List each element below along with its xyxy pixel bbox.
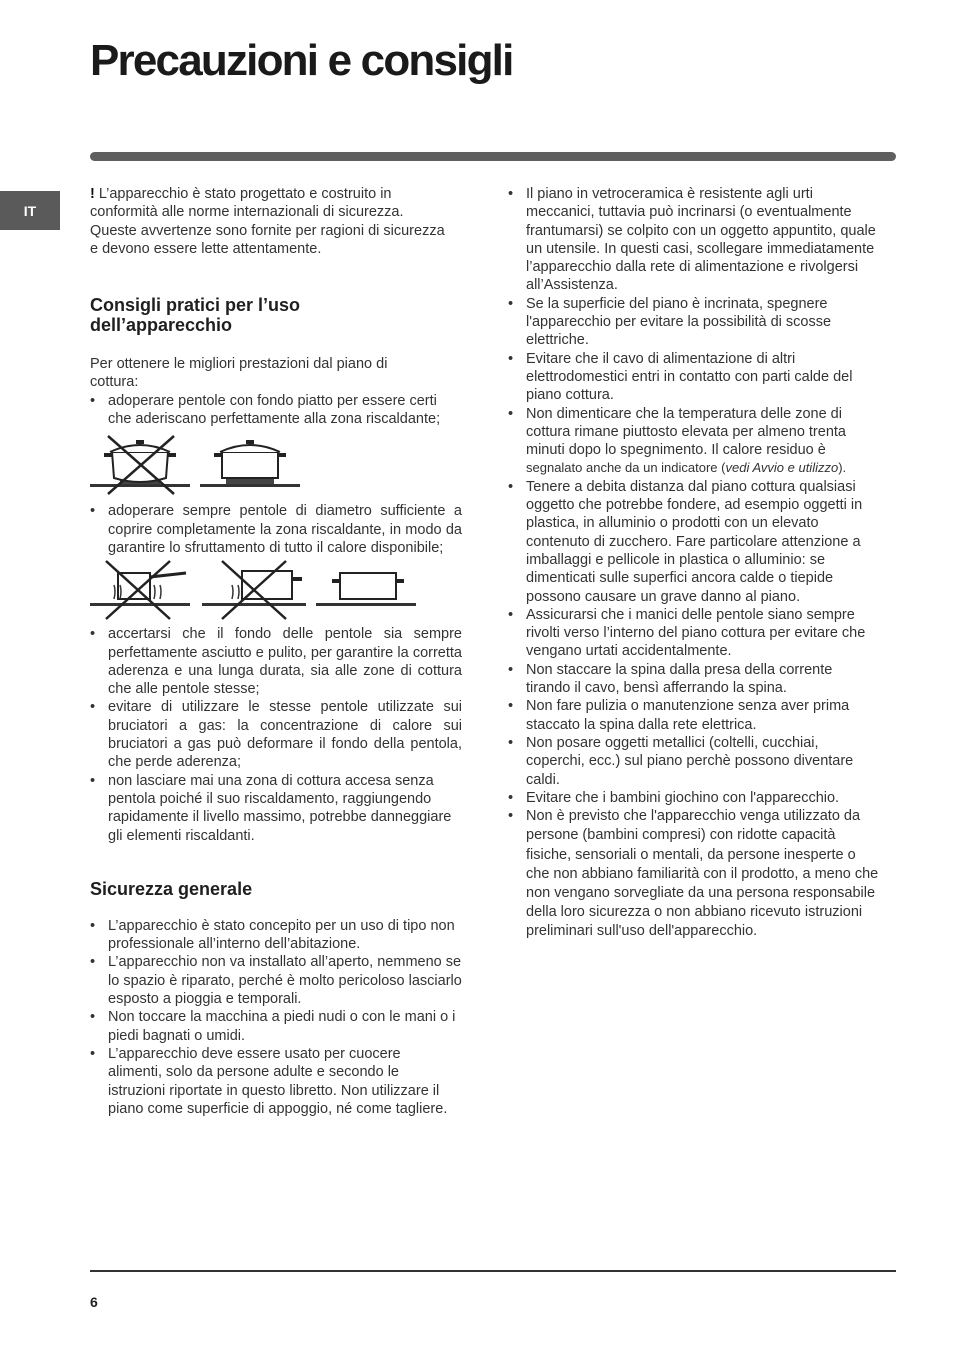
list-item: • L’apparecchio deve essere usato per cuocere alimenti, solo da persone adulte e secondo le istruzioni riportate in questo libretto. Non utilizzare il piano come superficie di appoggio, né come tagliere. (90, 1045, 462, 1118)
list-item: • Se la superficie del piano è incrinata, spegnere l'apparecchio per evitare la possibilità di scosse elettriche. (508, 295, 880, 350)
section-lead: Per ottenere le migliori prestazioni dal piano di cottura: (90, 356, 388, 391)
wrong-pan-icon (90, 434, 190, 496)
small-pan-wrong-icon (90, 559, 190, 621)
footer-divider (90, 1270, 896, 1272)
intro-paragraph (90, 185, 452, 258)
page-title: Precauzioni e consigli (90, 36, 513, 85)
left-column (90, 185, 462, 1118)
section-heading-general-safety: Sicurezza generale (90, 878, 253, 899)
general-safety-list (90, 917, 462, 1118)
list-item: • Tenere a debita distanza dal piano cottura qualsiasi oggetto che potrebbe fondere, ad esempio oggetti in plastica, in alluminio o prodotti con un elevato contenuto di zucchero. Fare particolare attenzione a imballaggi e pellicole in plastica o alluminio: se dimenticati sulle superfici ancora calde o tiepide possono causare un grave danno al piano. (508, 478, 880, 606)
pan-flat-bottom-figure (90, 434, 462, 496)
list-item (508, 405, 880, 478)
practical-tips-list (90, 392, 462, 429)
practical-tips-list-3 (90, 625, 462, 845)
list-item: • adoperare sempre pentole di diametro sufficiente a coprire completamente la zona riscaldante, in modo da garantire lo sfruttamento di tutto il calore disponibile; (90, 502, 462, 557)
intro-text: L’apparecchio è stato progettato e costruito in conformità alle norme internazionali di sicurezza. Queste avvertenze sono fornite per ragioni di sicurezza e devono essere lette attentamente. (90, 186, 445, 257)
list-item: • Non staccare la spina dalla presa della corrente tirando il cavo, bensì afferrando la spina. (508, 661, 880, 698)
safety-list-right (508, 185, 880, 942)
warning-mark: ! (90, 186, 95, 202)
list-item: • accertarsi che il fondo delle pentole sia sempre perfettamente asciutto e pulito, per garantire la corretta aderenza e una lunga durata, sia alle zone di cottura che alle pentole stesse; (90, 625, 462, 698)
right-column (508, 185, 880, 942)
residual-heat-text: Non dimenticare che la temperatura delle zone di cottura rimane piuttosto elevata per almeno trenta minuti dopo lo spegnimento. Il calore residuo è (526, 405, 846, 459)
residual-heat-indicator-text: segnalato anche da un indicatore ( (526, 460, 726, 476)
medium-pan-wrong-icon (202, 559, 306, 621)
list-item: • non lasciare mai una zona di cottura accesa senza pentola poiché il suo riscaldamento, raggiungendo rapidamente il livello massimo, potrebbe danneggiare gli elementi riscaldanti. (90, 772, 462, 845)
list-item: • L’apparecchio non va installato all’aperto, nemmeno se lo spazio è riparato, perché è molto pericoloso lasciarlo esposto a pioggia e temporali. (90, 953, 462, 1008)
list-item: • Non toccare la macchina a piedi nudi o con le mani o i piedi bagnati o umidi. (90, 1008, 462, 1045)
language-tab: IT (0, 191, 60, 230)
list-item: • Assicurarsi che i manici delle pentole siano sempre rivolti verso l’interno del piano cottura per evitare che vengano urtati accidentalmente. (508, 606, 880, 661)
title-divider (90, 152, 896, 161)
list-item: • evitare di utilizzare le stesse pentole utilizzate sui bruciatori a gas: la concentrazione di calore sui bruciatori a gas può deformare il fondo della pentola, che perde aderenza; (90, 698, 462, 771)
residual-heat-reference: vedi Avvio e utilizzo (725, 460, 839, 476)
list-item: • Non posare oggetti metallici (coltelli, cucchiai, coperchi, ecc.) sul piano perchè possono diventare caldi. (508, 734, 880, 789)
list-item: • Il piano in vetroceramica è resistente agli urti meccanici, tuttavia può incrinarsi (o eventualmente frantumarsi) se colpito con un oggetto appuntito, quale un utensile. In questi casi, scollegare immediatamente l’apparecchio dalla rete di alimentazione e rivolgersi all’Assistenza. (508, 185, 880, 295)
correct-pan-icon (200, 434, 300, 496)
page-number: 6 (90, 1294, 98, 1310)
list-item: • Evitare che i bambini giochino con l'apparecchio. (508, 789, 880, 807)
list-item: • Evitare che il cavo di alimentazione di altri elettrodomestici entri in contatto con parti calde del piano cottura. (508, 350, 880, 405)
list-item: • Non fare pulizia o manutenzione senza aver prima staccato la spina dalla rete elettrica. (508, 697, 880, 734)
residual-heat-end: ). (838, 460, 847, 476)
list-item: • adoperare pentole con fondo piatto per essere certi che aderiscano perfettamente alla zona riscaldante; (90, 392, 462, 429)
section-heading-practical-tips: Consigli pratici per l’uso dell’apparecchio (90, 295, 301, 336)
list-item: • L’apparecchio è stato concepito per un uso di tipo non professionale all’interno dell’abitazione. (90, 917, 462, 954)
list-item: • Non è previsto che l'apparecchio venga utilizzato da persone (bambini compresi) con ridotte capacità fisiche, sensoriali o mentali, da persone inesperte o che non abbiano familiarità con il prodotto, a meno che non vengano sorvegliate da una persona responsabile della loro sicurezza o non abbiano ricevuto istruzioni preliminari sull'uso dell'apparecchio. (508, 807, 880, 941)
right-size-pan-icon (316, 559, 416, 621)
pan-diameter-figure (90, 559, 462, 621)
practical-tips-list-2 (90, 502, 462, 557)
